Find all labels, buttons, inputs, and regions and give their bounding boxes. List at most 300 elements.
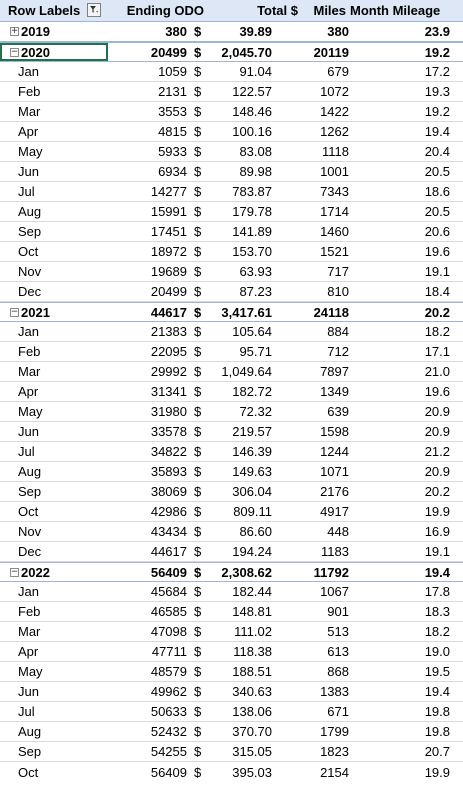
- month-label[interactable]: [0, 722, 108, 741]
- miles-cell[interactable]: 1118: [322, 144, 349, 159]
- ending-odo-cell[interactable]: 34822: [150, 444, 187, 459]
- ending-odo-cell[interactable]: 48579: [150, 664, 187, 679]
- month-mileage-cell[interactable]: 20.5: [424, 204, 450, 219]
- total-cell[interactable]: 148.81: [232, 604, 272, 619]
- year-group-row: [0, 42, 463, 62]
- total-cell[interactable]: 87.23: [239, 284, 272, 299]
- total-header[interactable]: Total $: [257, 3, 298, 18]
- row-labels-header[interactable]: Row Labels: [8, 3, 81, 18]
- month-label-text: Mar: [18, 624, 41, 639]
- miles-cell[interactable]: 448: [327, 524, 349, 539]
- month-mileage-cell[interactable]: 20.5: [424, 164, 450, 179]
- miles-cell[interactable]: 1521: [320, 244, 349, 259]
- currency-symbol: $: [194, 704, 202, 719]
- miles-cell[interactable]: 20119: [313, 44, 349, 60]
- month-mileage-cell[interactable]: 20.9: [424, 424, 450, 439]
- total-cell[interactable]: 182.72: [232, 384, 272, 399]
- month-label[interactable]: [0, 442, 108, 461]
- ending-odo-cell[interactable]: 20499: [150, 284, 187, 299]
- miles-cell[interactable]: 1460: [320, 224, 349, 239]
- filter-dropdown-button[interactable]: [87, 3, 101, 17]
- miles-cell[interactable]: 2154: [320, 764, 349, 780]
- month-row: [0, 522, 463, 542]
- ending-odo-cell[interactable]: 19689: [150, 264, 187, 279]
- month-label-text: Jun: [18, 684, 39, 699]
- month-label-text: Nov: [18, 524, 42, 539]
- total-cell[interactable]: 86.60: [239, 524, 272, 539]
- miles-cell[interactable]: 380: [327, 24, 349, 39]
- month-label[interactable]: [0, 502, 108, 521]
- total-cell[interactable]: 179.78: [232, 204, 272, 219]
- total-cell[interactable]: 100.16: [232, 124, 272, 139]
- miles-cell[interactable]: 4917: [320, 504, 349, 519]
- total-cell[interactable]: 149.63: [232, 464, 272, 479]
- month-label-text: Sep: [18, 744, 42, 759]
- month-row: [0, 682, 463, 702]
- month-mileage-cell[interactable]: 19.4: [424, 124, 450, 139]
- month-label-text: Nov: [18, 264, 42, 279]
- miles-cell[interactable]: 1714: [320, 204, 349, 219]
- month-row: [0, 722, 463, 742]
- currency-symbol: $: [194, 504, 202, 519]
- month-mileage-cell[interactable]: 20.2: [424, 484, 450, 499]
- currency-symbol: $: [194, 104, 202, 119]
- month-label[interactable]: [0, 362, 108, 381]
- total-cell[interactable]: 148.46: [232, 104, 272, 119]
- month-mileage-cell[interactable]: 20.2: [424, 304, 450, 320]
- total-cell[interactable]: 141.89: [232, 224, 272, 239]
- month-label-text: Sep: [18, 484, 42, 499]
- ending-odo-cell[interactable]: 46585: [150, 604, 187, 619]
- miles-cell[interactable]: 11792: [313, 564, 349, 580]
- month-label-text: Aug: [18, 464, 42, 479]
- month-mileage-cell[interactable]: 19.1: [424, 264, 450, 279]
- ending-odo-cell[interactable]: 20499: [150, 44, 187, 60]
- month-row: [0, 462, 463, 482]
- month-row: [0, 662, 463, 682]
- month-mileage-cell[interactable]: 17.8: [424, 584, 450, 599]
- currency-symbol: $: [194, 604, 202, 619]
- month-row: [0, 642, 463, 662]
- total-cell[interactable]: 89.98: [239, 164, 272, 179]
- currency-symbol: $: [194, 224, 202, 239]
- currency-symbol: $: [194, 264, 202, 279]
- miles-cell[interactable]: 2176: [320, 484, 349, 499]
- total-cell[interactable]: 395.03: [232, 764, 272, 780]
- total-cell[interactable]: 783.87: [232, 184, 272, 199]
- currency-symbol: $: [194, 544, 202, 559]
- ending-odo-cell[interactable]: 42986: [150, 504, 187, 519]
- month-row: [0, 102, 463, 122]
- pivot-body: [0, 22, 463, 782]
- total-cell[interactable]: 182.44: [232, 584, 272, 599]
- month-mileage-cell[interactable]: 17.2: [424, 64, 450, 79]
- currency-symbol: $: [194, 244, 202, 259]
- miles-cell[interactable]: 1001: [320, 164, 349, 179]
- year-label-text: 2020: [21, 44, 50, 60]
- collapse-icon[interactable]: −: [10, 46, 19, 57]
- total-cell[interactable]: 340.63: [232, 684, 272, 699]
- ending-odo-cell[interactable]: 47098: [150, 624, 187, 639]
- miles-cell[interactable]: 1598: [320, 424, 349, 439]
- currency-symbol: $: [194, 24, 202, 39]
- month-mileage-cell[interactable]: 19.4: [424, 684, 450, 699]
- currency-symbol: $: [194, 644, 202, 659]
- month-label[interactable]: [0, 262, 108, 281]
- month-row: [0, 702, 463, 722]
- month-label-text: Dec: [18, 544, 42, 559]
- month-mileage-cell[interactable]: 19.8: [424, 704, 450, 719]
- month-row: [0, 322, 463, 342]
- month-mileage-cell[interactable]: 20.4: [424, 144, 450, 159]
- total-cell[interactable]: 39.89: [239, 24, 272, 39]
- miles-cell[interactable]: 901: [327, 604, 349, 619]
- currency-symbol: $: [194, 284, 202, 299]
- month-label[interactable]: [0, 702, 108, 721]
- miles-cell[interactable]: 1349: [320, 384, 349, 399]
- miles-cell[interactable]: 1799: [320, 724, 349, 739]
- ending-odo-cell[interactable]: 50633: [150, 704, 187, 719]
- total-cell[interactable]: 370.70: [232, 724, 272, 739]
- month-label[interactable]: [0, 542, 108, 561]
- currency-symbol: $: [194, 324, 202, 339]
- total-cell[interactable]: 188.51: [232, 664, 272, 679]
- month-label[interactable]: [0, 762, 108, 782]
- miles-cell[interactable]: 7897: [320, 364, 349, 379]
- pivot-header-row: [0, 0, 463, 22]
- ending-odo-cell[interactable]: 17451: [150, 224, 187, 239]
- month-label[interactable]: [0, 162, 108, 181]
- month-label[interactable]: [0, 62, 108, 81]
- month-mileage-cell[interactable]: 19.3: [424, 84, 450, 99]
- month-mileage-cell[interactable]: 19.9: [424, 504, 450, 519]
- currency-symbol: $: [194, 84, 202, 99]
- month-label-text: Apr: [18, 124, 39, 139]
- miles-cell[interactable]: 1244: [320, 444, 349, 459]
- miles-header[interactable]: Miles: [313, 3, 346, 18]
- month-label-text: Feb: [18, 344, 41, 359]
- miles-cell[interactable]: 1383: [320, 684, 349, 699]
- month-label-text: Jan: [18, 324, 39, 339]
- month-label[interactable]: [0, 662, 108, 681]
- month-label-text: May: [18, 144, 43, 159]
- ending-odo-cell[interactable]: 44617: [150, 544, 187, 559]
- total-cell[interactable]: 91.04: [239, 64, 272, 79]
- total-cell[interactable]: 146.39: [232, 444, 272, 459]
- month-label[interactable]: [0, 282, 108, 301]
- miles-cell[interactable]: 868: [327, 664, 349, 679]
- total-cell[interactable]: 138.06: [232, 704, 272, 719]
- currency-symbol: $: [194, 464, 202, 479]
- ending-odo-cell[interactable]: 22095: [150, 344, 187, 359]
- month-mileage-cell[interactable]: 17.1: [424, 344, 450, 359]
- total-cell[interactable]: 83.08: [239, 144, 272, 159]
- month-label-text: Aug: [18, 724, 42, 739]
- total-cell[interactable]: 3,417.61: [221, 304, 272, 320]
- total-cell[interactable]: 2,308.62: [221, 564, 272, 580]
- year-label-text: 2019: [21, 24, 50, 39]
- month-row: [0, 222, 463, 242]
- month-label-text: Jan: [18, 64, 39, 79]
- month-mileage-cell[interactable]: 16.9: [424, 524, 450, 539]
- currency-symbol: $: [194, 364, 202, 379]
- month-row: [0, 142, 463, 162]
- total-cell[interactable]: 72.32: [239, 404, 272, 419]
- month-label[interactable]: [0, 622, 108, 641]
- ending-odo-cell[interactable]: 52432: [150, 724, 187, 739]
- miles-cell[interactable]: 1072: [320, 84, 349, 99]
- month-label[interactable]: [0, 342, 108, 361]
- ending-odo-cell[interactable]: 56409: [150, 764, 187, 780]
- month-row: [0, 622, 463, 642]
- month-label[interactable]: [0, 382, 108, 401]
- miles-cell[interactable]: 810: [327, 284, 349, 299]
- month-mileage-cell[interactable]: 19.9: [424, 764, 450, 780]
- year-group-label[interactable]: [0, 563, 108, 581]
- miles-cell[interactable]: 7343: [320, 184, 349, 199]
- currency-symbol: $: [194, 304, 202, 320]
- year-group-row: [0, 562, 463, 582]
- month-label-text: Feb: [18, 84, 41, 99]
- ending-odo-cell[interactable]: 5933: [158, 144, 187, 159]
- month-row: [0, 282, 463, 302]
- miles-cell[interactable]: 1183: [321, 544, 349, 559]
- ending-odo-cell[interactable]: 33578: [150, 424, 187, 439]
- month-label[interactable]: [0, 82, 108, 101]
- month-row: [0, 762, 463, 782]
- month-label-text: Mar: [18, 104, 41, 119]
- month-label[interactable]: [0, 742, 108, 761]
- ending-odo-cell[interactable]: 44617: [150, 304, 187, 320]
- month-label-text: Apr: [18, 644, 39, 659]
- miles-cell[interactable]: 1823: [320, 744, 349, 759]
- ending-odo-cell[interactable]: 2131: [158, 84, 187, 99]
- month-mileage-cell[interactable]: 23.9: [424, 24, 450, 39]
- month-mileage-cell[interactable]: 20.9: [424, 464, 450, 479]
- month-label-text: May: [18, 404, 43, 419]
- currency-symbol: $: [194, 144, 202, 159]
- ending-odo-cell[interactable]: 15991: [150, 204, 187, 219]
- month-row: [0, 482, 463, 502]
- month-mileage-cell[interactable]: 18.4: [424, 284, 450, 299]
- currency-symbol: $: [194, 584, 202, 599]
- month-row: [0, 582, 463, 602]
- miles-cell[interactable]: 884: [327, 324, 349, 339]
- currency-symbol: $: [194, 684, 202, 699]
- ending-odo-cell[interactable]: 29992: [150, 364, 187, 379]
- month-mileage-cell[interactable]: 20.6: [424, 224, 450, 239]
- year-group-row: [0, 22, 463, 42]
- month-row: [0, 382, 463, 402]
- currency-symbol: $: [194, 204, 202, 219]
- ending-odo-cell[interactable]: 31980: [150, 404, 187, 419]
- month-mileage-cell[interactable]: 19.6: [424, 384, 450, 399]
- month-label[interactable]: [0, 102, 108, 121]
- month-label[interactable]: [0, 122, 108, 141]
- ending-odo-cell[interactable]: 4815: [158, 124, 187, 139]
- ending-odo-cell[interactable]: 54255: [150, 744, 187, 759]
- month-label-text: Mar: [18, 364, 41, 379]
- month-mileage-cell[interactable]: 20.7: [424, 744, 450, 759]
- month-mileage-cell[interactable]: 19.2: [424, 104, 450, 119]
- month-row: [0, 542, 463, 562]
- month-mileage-cell[interactable]: 18.2: [424, 324, 450, 339]
- currency-symbol: $: [194, 44, 202, 60]
- currency-symbol: $: [194, 344, 202, 359]
- miles-cell[interactable]: 1067: [320, 584, 349, 599]
- month-mileage-cell[interactable]: 19.1: [424, 544, 450, 559]
- miles-cell[interactable]: 1422: [320, 104, 349, 119]
- currency-symbol: $: [194, 764, 202, 780]
- currency-symbol: $: [194, 424, 202, 439]
- currency-symbol: $: [194, 64, 202, 79]
- ending-odo-cell[interactable]: 21383: [150, 324, 187, 339]
- month-row: [0, 742, 463, 762]
- miles-cell[interactable]: 1262: [320, 124, 349, 139]
- total-cell[interactable]: 63.93: [239, 264, 272, 279]
- month-row: [0, 402, 463, 422]
- month-label[interactable]: [0, 422, 108, 441]
- miles-cell[interactable]: 513: [327, 624, 349, 639]
- year-group-label[interactable]: [0, 303, 108, 321]
- month-label[interactable]: [0, 242, 108, 261]
- month-label[interactable]: [0, 202, 108, 221]
- ending-odo-cell[interactable]: 1059: [158, 64, 187, 79]
- ending-odo-cell[interactable]: 45684: [150, 584, 187, 599]
- month-mileage-cell[interactable]: 18.6: [424, 184, 450, 199]
- month-mileage-cell[interactable]: 19.0: [424, 644, 450, 659]
- month-row: [0, 162, 463, 182]
- total-cell[interactable]: 306.04: [232, 484, 272, 499]
- month-mileage-cell[interactable]: 19.5: [424, 664, 450, 679]
- month-label-text: Oct: [18, 504, 39, 519]
- currency-symbol: $: [194, 524, 202, 539]
- total-cell[interactable]: 194.24: [232, 544, 272, 559]
- ending-odo-cell[interactable]: 380: [165, 24, 187, 39]
- month-label[interactable]: [0, 522, 108, 541]
- total-cell[interactable]: 122.57: [232, 84, 272, 99]
- miles-cell[interactable]: 613: [327, 644, 349, 659]
- month-label-text: May: [18, 664, 43, 679]
- month-mileage-cell[interactable]: 19.4: [424, 564, 450, 580]
- ending-odo-header[interactable]: Ending ODO: [126, 3, 204, 18]
- month-label[interactable]: [0, 182, 108, 201]
- month-label-text: Oct: [18, 244, 39, 259]
- total-cell[interactable]: 1,049.64: [221, 364, 272, 379]
- month-mileage-cell[interactable]: 19.8: [424, 724, 450, 739]
- total-cell[interactable]: 95.71: [239, 344, 272, 359]
- month-label-text: Sep: [18, 224, 42, 239]
- ending-odo-cell[interactable]: 14277: [150, 184, 187, 199]
- month-label-text: Jul: [18, 184, 35, 199]
- expand-icon[interactable]: +: [10, 26, 19, 36]
- year-group-row: [0, 302, 463, 322]
- month-row: [0, 602, 463, 622]
- month-label[interactable]: [0, 222, 108, 241]
- currency-symbol: $: [194, 404, 202, 419]
- month-mileage-cell[interactable]: 18.3: [424, 604, 450, 619]
- ending-odo-cell[interactable]: 49962: [150, 684, 187, 699]
- month-label[interactable]: [0, 482, 108, 501]
- month-row: [0, 242, 463, 262]
- month-label[interactable]: [0, 322, 108, 341]
- month-label[interactable]: [0, 582, 108, 601]
- ending-odo-cell[interactable]: 43434: [150, 524, 187, 539]
- miles-cell[interactable]: 679: [327, 64, 349, 79]
- miles-cell[interactable]: 671: [327, 704, 349, 719]
- ending-odo-cell[interactable]: 38069: [150, 484, 187, 499]
- year-label-text: 2022: [21, 564, 50, 580]
- month-label-text: Jan: [18, 584, 39, 599]
- miles-cell[interactable]: 712: [327, 344, 349, 359]
- total-cell[interactable]: 118.38: [233, 644, 272, 659]
- month-label-text: Aug: [18, 204, 42, 219]
- currency-symbol: $: [194, 184, 202, 199]
- month-row: [0, 442, 463, 462]
- ending-odo-cell[interactable]: 47711: [151, 644, 187, 659]
- month-mileage-cell[interactable]: 21.0: [424, 364, 450, 379]
- ending-odo-cell[interactable]: 6934: [158, 164, 187, 179]
- currency-symbol: $: [194, 124, 202, 139]
- total-cell[interactable]: 315.05: [232, 744, 272, 759]
- year-group-label[interactable]: [0, 22, 108, 41]
- month-label-text: Jun: [18, 164, 39, 179]
- month-label[interactable]: [0, 402, 108, 421]
- month-row: [0, 422, 463, 442]
- total-cell[interactable]: 2,045.70: [221, 44, 272, 60]
- month-label-text: Jul: [18, 704, 35, 719]
- total-cell[interactable]: 111.02: [234, 624, 272, 639]
- year-group-label[interactable]: [0, 43, 108, 61]
- miles-cell[interactable]: 1071: [320, 464, 349, 479]
- miles-cell[interactable]: 639: [327, 404, 349, 419]
- month-mileage-cell[interactable]: 19.2: [424, 44, 450, 60]
- ending-odo-cell[interactable]: 35893: [150, 464, 187, 479]
- collapse-icon[interactable]: −: [10, 306, 19, 317]
- total-cell[interactable]: 219.57: [232, 424, 272, 439]
- month-mileage-cell[interactable]: 20.9: [424, 404, 450, 419]
- month-label[interactable]: [0, 602, 108, 621]
- currency-symbol: $: [194, 664, 202, 679]
- month-row: [0, 262, 463, 282]
- ending-odo-cell[interactable]: 56409: [150, 564, 187, 580]
- collapse-icon[interactable]: −: [10, 566, 19, 577]
- total-cell[interactable]: 809.11: [233, 504, 272, 519]
- month-row: [0, 502, 463, 522]
- month-mileage-cell[interactable]: 18.2: [424, 624, 450, 639]
- month-label[interactable]: [0, 642, 108, 661]
- year-label-text: 2021: [21, 304, 50, 320]
- total-cell[interactable]: 153.70: [232, 244, 272, 259]
- month-row: [0, 362, 463, 382]
- month-label[interactable]: [0, 142, 108, 161]
- month-row: [0, 122, 463, 142]
- month-label[interactable]: [0, 682, 108, 701]
- ending-odo-cell[interactable]: 18972: [150, 244, 187, 259]
- month-mileage-cell[interactable]: 21.2: [424, 444, 450, 459]
- miles-cell[interactable]: 24118: [313, 304, 349, 320]
- month-mileage-cell[interactable]: 19.6: [424, 244, 450, 259]
- ending-odo-cell[interactable]: 3553: [158, 104, 187, 119]
- currency-symbol: $: [194, 164, 202, 179]
- total-cell[interactable]: 105.64: [232, 324, 272, 339]
- month-mileage-header[interactable]: Month Mileage: [350, 3, 441, 18]
- month-label[interactable]: [0, 462, 108, 481]
- month-label-text: Jun: [18, 424, 39, 439]
- miles-cell[interactable]: 717: [327, 264, 349, 279]
- currency-symbol: $: [194, 564, 202, 580]
- ending-odo-cell[interactable]: 31341: [150, 384, 187, 399]
